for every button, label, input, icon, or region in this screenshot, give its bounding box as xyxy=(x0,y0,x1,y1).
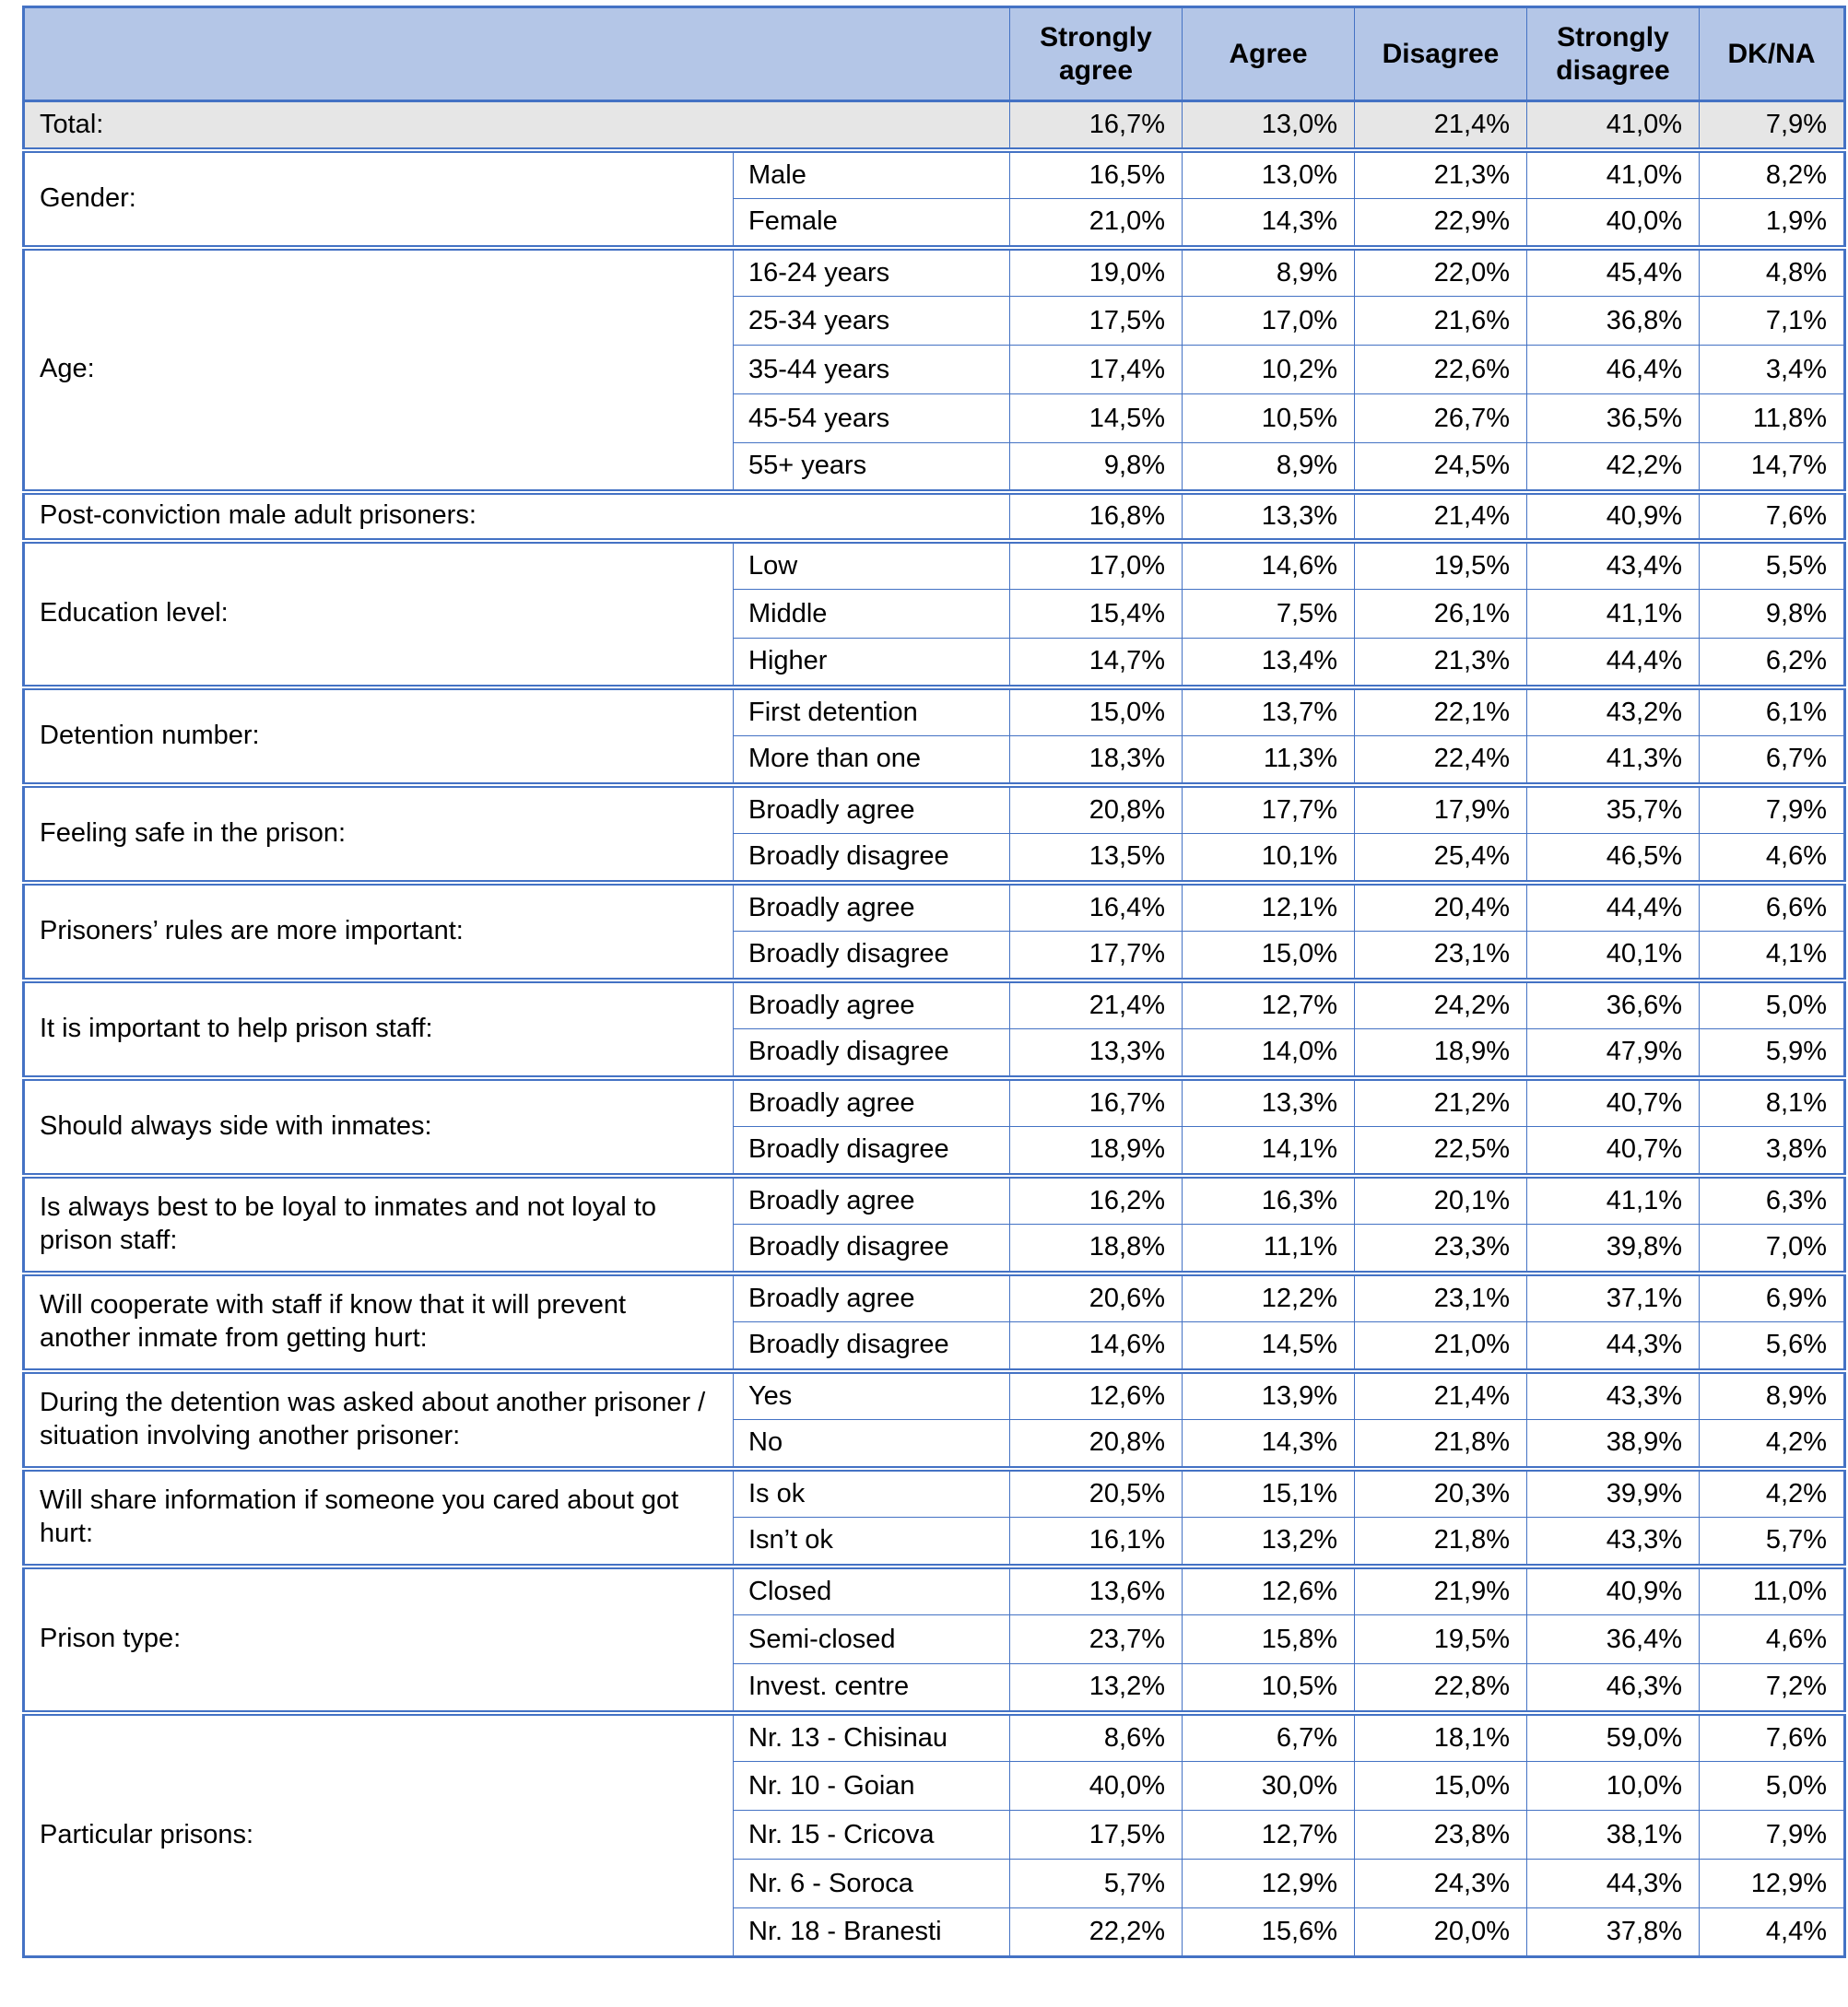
sub-category-label: Is ok xyxy=(734,1469,1010,1518)
value-cell: 10,0% xyxy=(1527,1762,1700,1811)
sub-category-label: Female xyxy=(734,199,1010,248)
group-label: Age: xyxy=(24,248,734,492)
value-cell: 23,1% xyxy=(1355,1273,1527,1322)
value-cell: 11,3% xyxy=(1183,736,1355,785)
value-cell: 13,3% xyxy=(1183,492,1355,541)
value-cell: 8,9% xyxy=(1183,248,1355,297)
value-cell: 16,1% xyxy=(1010,1518,1183,1567)
table-row xyxy=(24,883,1845,932)
value-cell: 14,1% xyxy=(1183,1127,1355,1176)
header-row xyxy=(24,7,1845,101)
value-cell: 46,3% xyxy=(1527,1664,1700,1713)
value-cell: 40,9% xyxy=(1527,492,1700,541)
value-cell: 6,9% xyxy=(1700,1273,1845,1322)
sub-category-label: Isn’t ok xyxy=(734,1518,1010,1567)
column-header: Strongly disagree xyxy=(1527,7,1700,101)
value-cell: 15,0% xyxy=(1010,687,1183,736)
value-cell: 23,7% xyxy=(1010,1615,1183,1664)
value-cell: 10,1% xyxy=(1183,834,1355,883)
value-cell: 7,6% xyxy=(1700,492,1845,541)
sub-category-label: Nr. 18 - Branesti xyxy=(734,1908,1010,1957)
group-label: Prisoners’ rules are more important: xyxy=(24,883,734,980)
value-cell: 17,5% xyxy=(1010,297,1183,346)
table-row xyxy=(24,492,1845,541)
survey-results-table xyxy=(22,6,1846,1958)
value-cell: 40,7% xyxy=(1527,1078,1700,1127)
sub-category-label: Broadly agree xyxy=(734,883,1010,932)
value-cell: 18,8% xyxy=(1010,1225,1183,1273)
value-cell: 24,2% xyxy=(1355,980,1527,1029)
value-cell: 44,3% xyxy=(1527,1322,1700,1371)
value-cell: 12,6% xyxy=(1183,1567,1355,1615)
value-cell: 17,7% xyxy=(1010,932,1183,980)
value-cell: 8,1% xyxy=(1700,1078,1845,1127)
value-cell: 16,4% xyxy=(1010,883,1183,932)
value-cell: 8,6% xyxy=(1010,1713,1183,1762)
value-cell: 7,9% xyxy=(1700,1811,1845,1860)
sub-category-label: Broadly disagree xyxy=(734,1029,1010,1078)
sub-category-label: Broadly disagree xyxy=(734,1127,1010,1176)
value-cell: 21,4% xyxy=(1355,492,1527,541)
value-cell: 20,5% xyxy=(1010,1469,1183,1518)
header-corner-cell xyxy=(24,7,1010,101)
value-cell: 18,3% xyxy=(1010,736,1183,785)
table-row xyxy=(24,1469,1845,1518)
value-cell: 43,2% xyxy=(1527,687,1700,736)
value-cell: 5,5% xyxy=(1700,541,1845,590)
value-cell: 3,4% xyxy=(1700,346,1845,394)
value-cell: 19,5% xyxy=(1355,1615,1527,1664)
table-row xyxy=(24,248,1845,297)
value-cell: 13,0% xyxy=(1183,101,1355,150)
sub-category-label: Broadly disagree xyxy=(734,932,1010,980)
value-cell: 15,4% xyxy=(1010,590,1183,639)
value-cell: 13,4% xyxy=(1183,639,1355,687)
table-row xyxy=(24,687,1845,736)
value-cell: 9,8% xyxy=(1010,443,1183,492)
sub-category-label: 16-24 years xyxy=(734,248,1010,297)
group-label: Post-conviction male adult prisoners: xyxy=(24,492,1010,541)
table-row xyxy=(24,541,1845,590)
value-cell: 21,4% xyxy=(1355,1371,1527,1420)
value-cell: 22,1% xyxy=(1355,687,1527,736)
sub-category-label: First detention xyxy=(734,687,1010,736)
value-cell: 21,3% xyxy=(1355,639,1527,687)
value-cell: 6,3% xyxy=(1700,1176,1845,1225)
value-cell: 1,9% xyxy=(1700,199,1845,248)
value-cell: 22,4% xyxy=(1355,736,1527,785)
value-cell: 5,0% xyxy=(1700,980,1845,1029)
value-cell: 7,2% xyxy=(1700,1664,1845,1713)
value-cell: 30,0% xyxy=(1183,1762,1355,1811)
sub-category-label: Yes xyxy=(734,1371,1010,1420)
value-cell: 45,4% xyxy=(1527,248,1700,297)
sub-category-label: Middle xyxy=(734,590,1010,639)
value-cell: 22,0% xyxy=(1355,248,1527,297)
value-cell: 5,7% xyxy=(1010,1860,1183,1908)
sub-category-label: Semi-closed xyxy=(734,1615,1010,1664)
value-cell: 12,9% xyxy=(1183,1860,1355,1908)
sub-category-label: Broadly agree xyxy=(734,1078,1010,1127)
column-header: Strongly agree xyxy=(1010,7,1183,101)
group-label: Feeling safe in the prison: xyxy=(24,785,734,883)
value-cell: 6,7% xyxy=(1700,736,1845,785)
value-cell: 40,1% xyxy=(1527,932,1700,980)
sub-category-label: Nr. 6 - Soroca xyxy=(734,1860,1010,1908)
value-cell: 25,4% xyxy=(1355,834,1527,883)
column-header: DK/NA xyxy=(1700,7,1845,101)
sub-category-label: Broadly agree xyxy=(734,1273,1010,1322)
value-cell: 21,9% xyxy=(1355,1567,1527,1615)
table-header xyxy=(24,7,1845,101)
column-header: Disagree xyxy=(1355,7,1527,101)
value-cell: 21,0% xyxy=(1355,1322,1527,1371)
value-cell: 37,1% xyxy=(1527,1273,1700,1322)
value-cell: 36,8% xyxy=(1527,297,1700,346)
value-cell: 20,8% xyxy=(1010,785,1183,834)
table-row xyxy=(24,1713,1845,1762)
value-cell: 21,6% xyxy=(1355,297,1527,346)
value-cell: 14,3% xyxy=(1183,1420,1355,1469)
value-cell: 39,9% xyxy=(1527,1469,1700,1518)
value-cell: 12,7% xyxy=(1183,1811,1355,1860)
group-label: Prison type: xyxy=(24,1567,734,1713)
table-row xyxy=(24,980,1845,1029)
value-cell: 21,2% xyxy=(1355,1078,1527,1127)
value-cell: 36,5% xyxy=(1527,394,1700,443)
value-cell: 12,7% xyxy=(1183,980,1355,1029)
value-cell: 16,3% xyxy=(1183,1176,1355,1225)
value-cell: 44,4% xyxy=(1527,639,1700,687)
value-cell: 26,1% xyxy=(1355,590,1527,639)
group-label: Will cooperate with staff if know that it will prevent another inmate from getting hurt: xyxy=(24,1273,734,1371)
value-cell: 18,9% xyxy=(1355,1029,1527,1078)
value-cell: 13,2% xyxy=(1010,1664,1183,1713)
table-row xyxy=(24,1273,1845,1322)
value-cell: 41,1% xyxy=(1527,590,1700,639)
value-cell: 17,4% xyxy=(1010,346,1183,394)
value-cell: 23,1% xyxy=(1355,932,1527,980)
value-cell: 5,0% xyxy=(1700,1762,1845,1811)
value-cell: 20,6% xyxy=(1010,1273,1183,1322)
value-cell: 15,0% xyxy=(1183,932,1355,980)
value-cell: 24,5% xyxy=(1355,443,1527,492)
value-cell: 21,3% xyxy=(1355,150,1527,199)
value-cell: 13,7% xyxy=(1183,687,1355,736)
value-cell: 10,5% xyxy=(1183,394,1355,443)
table-row xyxy=(24,1371,1845,1420)
sub-category-label: Nr. 13 - Chisinau xyxy=(734,1713,1010,1762)
value-cell: 8,9% xyxy=(1700,1371,1845,1420)
value-cell: 19,5% xyxy=(1355,541,1527,590)
value-cell: 15,6% xyxy=(1183,1908,1355,1957)
value-cell: 20,4% xyxy=(1355,883,1527,932)
sub-category-label: Low xyxy=(734,541,1010,590)
group-label: During the detention was asked about another prisoner / situation involving another prisoner: xyxy=(24,1371,734,1469)
sub-category-label: Broadly disagree xyxy=(734,1225,1010,1273)
value-cell: 17,5% xyxy=(1010,1811,1183,1860)
value-cell: 5,9% xyxy=(1700,1029,1845,1078)
group-label: Is always best to be loyal to inmates and not loyal to prison staff: xyxy=(24,1176,734,1273)
table-row xyxy=(24,150,1845,199)
sub-category-label: 45-54 years xyxy=(734,394,1010,443)
value-cell: 44,4% xyxy=(1527,883,1700,932)
sub-category-label: 35-44 years xyxy=(734,346,1010,394)
value-cell: 22,8% xyxy=(1355,1664,1527,1713)
value-cell: 46,4% xyxy=(1527,346,1700,394)
value-cell: 16,8% xyxy=(1010,492,1183,541)
group-label: Education level: xyxy=(24,541,734,687)
value-cell: 21,0% xyxy=(1010,199,1183,248)
group-label: Total: xyxy=(24,101,1010,150)
value-cell: 14,6% xyxy=(1010,1322,1183,1371)
value-cell: 26,7% xyxy=(1355,394,1527,443)
value-cell: 8,9% xyxy=(1183,443,1355,492)
value-cell: 46,5% xyxy=(1527,834,1700,883)
sub-category-label: Broadly agree xyxy=(734,785,1010,834)
value-cell: 40,9% xyxy=(1527,1567,1700,1615)
table-row xyxy=(24,1078,1845,1127)
value-cell: 22,5% xyxy=(1355,1127,1527,1176)
value-cell: 6,1% xyxy=(1700,687,1845,736)
value-cell: 17,0% xyxy=(1183,297,1355,346)
group-label: Will share information if someone you cared about got hurt: xyxy=(24,1469,734,1567)
sub-category-label: Nr. 15 - Cricova xyxy=(734,1811,1010,1860)
value-cell: 40,0% xyxy=(1010,1762,1183,1811)
value-cell: 7,6% xyxy=(1700,1713,1845,1762)
value-cell: 12,1% xyxy=(1183,883,1355,932)
value-cell: 43,4% xyxy=(1527,541,1700,590)
value-cell: 10,2% xyxy=(1183,346,1355,394)
value-cell: 13,9% xyxy=(1183,1371,1355,1420)
value-cell: 13,3% xyxy=(1010,1029,1183,1078)
value-cell: 39,8% xyxy=(1527,1225,1700,1273)
value-cell: 7,0% xyxy=(1700,1225,1845,1273)
value-cell: 11,0% xyxy=(1700,1567,1845,1615)
value-cell: 6,2% xyxy=(1700,639,1845,687)
value-cell: 12,2% xyxy=(1183,1273,1355,1322)
value-cell: 16,2% xyxy=(1010,1176,1183,1225)
value-cell: 15,8% xyxy=(1183,1615,1355,1664)
value-cell: 9,8% xyxy=(1700,590,1845,639)
value-cell: 4,6% xyxy=(1700,1615,1845,1664)
value-cell: 17,0% xyxy=(1010,541,1183,590)
group-label: Gender: xyxy=(24,150,734,248)
value-cell: 16,7% xyxy=(1010,101,1183,150)
value-cell: 41,0% xyxy=(1527,150,1700,199)
value-cell: 12,6% xyxy=(1010,1371,1183,1420)
value-cell: 43,3% xyxy=(1527,1518,1700,1567)
value-cell: 7,9% xyxy=(1700,785,1845,834)
value-cell: 38,1% xyxy=(1527,1811,1700,1860)
value-cell: 16,5% xyxy=(1010,150,1183,199)
value-cell: 13,0% xyxy=(1183,150,1355,199)
sub-category-label: Nr. 10 - Goian xyxy=(734,1762,1010,1811)
group-label: Detention number: xyxy=(24,687,734,785)
group-label: Should always side with inmates: xyxy=(24,1078,734,1176)
value-cell: 23,3% xyxy=(1355,1225,1527,1273)
table-row xyxy=(24,1176,1845,1225)
value-cell: 14,7% xyxy=(1700,443,1845,492)
value-cell: 18,9% xyxy=(1010,1127,1183,1176)
value-cell: 14,6% xyxy=(1183,541,1355,590)
value-cell: 13,5% xyxy=(1010,834,1183,883)
value-cell: 37,8% xyxy=(1527,1908,1700,1957)
value-cell: 6,6% xyxy=(1700,883,1845,932)
group-label: Particular prisons: xyxy=(24,1713,734,1957)
value-cell: 41,0% xyxy=(1527,101,1700,150)
value-cell: 23,8% xyxy=(1355,1811,1527,1860)
value-cell: 4,2% xyxy=(1700,1469,1845,1518)
sub-category-label: 25-34 years xyxy=(734,297,1010,346)
sub-category-label: Broadly agree xyxy=(734,1176,1010,1225)
value-cell: 21,8% xyxy=(1355,1420,1527,1469)
value-cell: 14,5% xyxy=(1183,1322,1355,1371)
value-cell: 4,6% xyxy=(1700,834,1845,883)
value-cell: 59,0% xyxy=(1527,1713,1700,1762)
value-cell: 36,6% xyxy=(1527,980,1700,1029)
value-cell: 6,7% xyxy=(1183,1713,1355,1762)
value-cell: 7,5% xyxy=(1183,590,1355,639)
value-cell: 14,5% xyxy=(1010,394,1183,443)
value-cell: 12,9% xyxy=(1700,1860,1845,1908)
sub-category-label: Broadly disagree xyxy=(734,1322,1010,1371)
value-cell: 21,4% xyxy=(1010,980,1183,1029)
value-cell: 20,1% xyxy=(1355,1176,1527,1225)
value-cell: 42,2% xyxy=(1527,443,1700,492)
sub-category-label: More than one xyxy=(734,736,1010,785)
value-cell: 13,2% xyxy=(1183,1518,1355,1567)
value-cell: 41,3% xyxy=(1527,736,1700,785)
value-cell: 14,7% xyxy=(1010,639,1183,687)
value-cell: 40,7% xyxy=(1527,1127,1700,1176)
sub-category-label: Male xyxy=(734,150,1010,199)
value-cell: 13,3% xyxy=(1183,1078,1355,1127)
value-cell: 43,3% xyxy=(1527,1371,1700,1420)
value-cell: 44,3% xyxy=(1527,1860,1700,1908)
value-cell: 4,2% xyxy=(1700,1420,1845,1469)
value-cell: 22,9% xyxy=(1355,199,1527,248)
survey-table-body xyxy=(24,101,1845,1957)
table-row xyxy=(24,785,1845,834)
value-cell: 41,1% xyxy=(1527,1176,1700,1225)
value-cell: 4,1% xyxy=(1700,932,1845,980)
value-cell: 17,7% xyxy=(1183,785,1355,834)
value-cell: 20,3% xyxy=(1355,1469,1527,1518)
sub-category-label: 55+ years xyxy=(734,443,1010,492)
value-cell: 21,8% xyxy=(1355,1518,1527,1567)
value-cell: 11,1% xyxy=(1183,1225,1355,1273)
value-cell: 17,9% xyxy=(1355,785,1527,834)
value-cell: 7,9% xyxy=(1700,101,1845,150)
value-cell: 36,4% xyxy=(1527,1615,1700,1664)
value-cell: 15,1% xyxy=(1183,1469,1355,1518)
value-cell: 20,0% xyxy=(1355,1908,1527,1957)
value-cell: 14,0% xyxy=(1183,1029,1355,1078)
value-cell: 35,7% xyxy=(1527,785,1700,834)
value-cell: 47,9% xyxy=(1527,1029,1700,1078)
value-cell: 4,8% xyxy=(1700,248,1845,297)
group-label: It is important to help prison staff: xyxy=(24,980,734,1078)
value-cell: 22,2% xyxy=(1010,1908,1183,1957)
value-cell: 21,4% xyxy=(1355,101,1527,150)
table-row xyxy=(24,1567,1845,1615)
value-cell: 13,6% xyxy=(1010,1567,1183,1615)
sub-category-label: Higher xyxy=(734,639,1010,687)
value-cell: 5,6% xyxy=(1700,1322,1845,1371)
value-cell: 24,3% xyxy=(1355,1860,1527,1908)
sub-category-label: Invest. centre xyxy=(734,1664,1010,1713)
sub-category-label: Broadly agree xyxy=(734,980,1010,1029)
value-cell: 40,0% xyxy=(1527,199,1700,248)
value-cell: 15,0% xyxy=(1355,1762,1527,1811)
value-cell: 11,8% xyxy=(1700,394,1845,443)
value-cell: 14,3% xyxy=(1183,199,1355,248)
value-cell: 10,5% xyxy=(1183,1664,1355,1713)
table-row xyxy=(24,101,1845,150)
value-cell: 4,4% xyxy=(1700,1908,1845,1957)
sub-category-label: No xyxy=(734,1420,1010,1469)
value-cell: 5,7% xyxy=(1700,1518,1845,1567)
sub-category-label: Closed xyxy=(734,1567,1010,1615)
value-cell: 20,8% xyxy=(1010,1420,1183,1469)
value-cell: 38,9% xyxy=(1527,1420,1700,1469)
value-cell: 18,1% xyxy=(1355,1713,1527,1762)
value-cell: 3,8% xyxy=(1700,1127,1845,1176)
value-cell: 7,1% xyxy=(1700,297,1845,346)
value-cell: 19,0% xyxy=(1010,248,1183,297)
value-cell: 22,6% xyxy=(1355,346,1527,394)
value-cell: 8,2% xyxy=(1700,150,1845,199)
value-cell: 16,7% xyxy=(1010,1078,1183,1127)
sub-category-label: Broadly disagree xyxy=(734,834,1010,883)
column-header: Agree xyxy=(1183,7,1355,101)
